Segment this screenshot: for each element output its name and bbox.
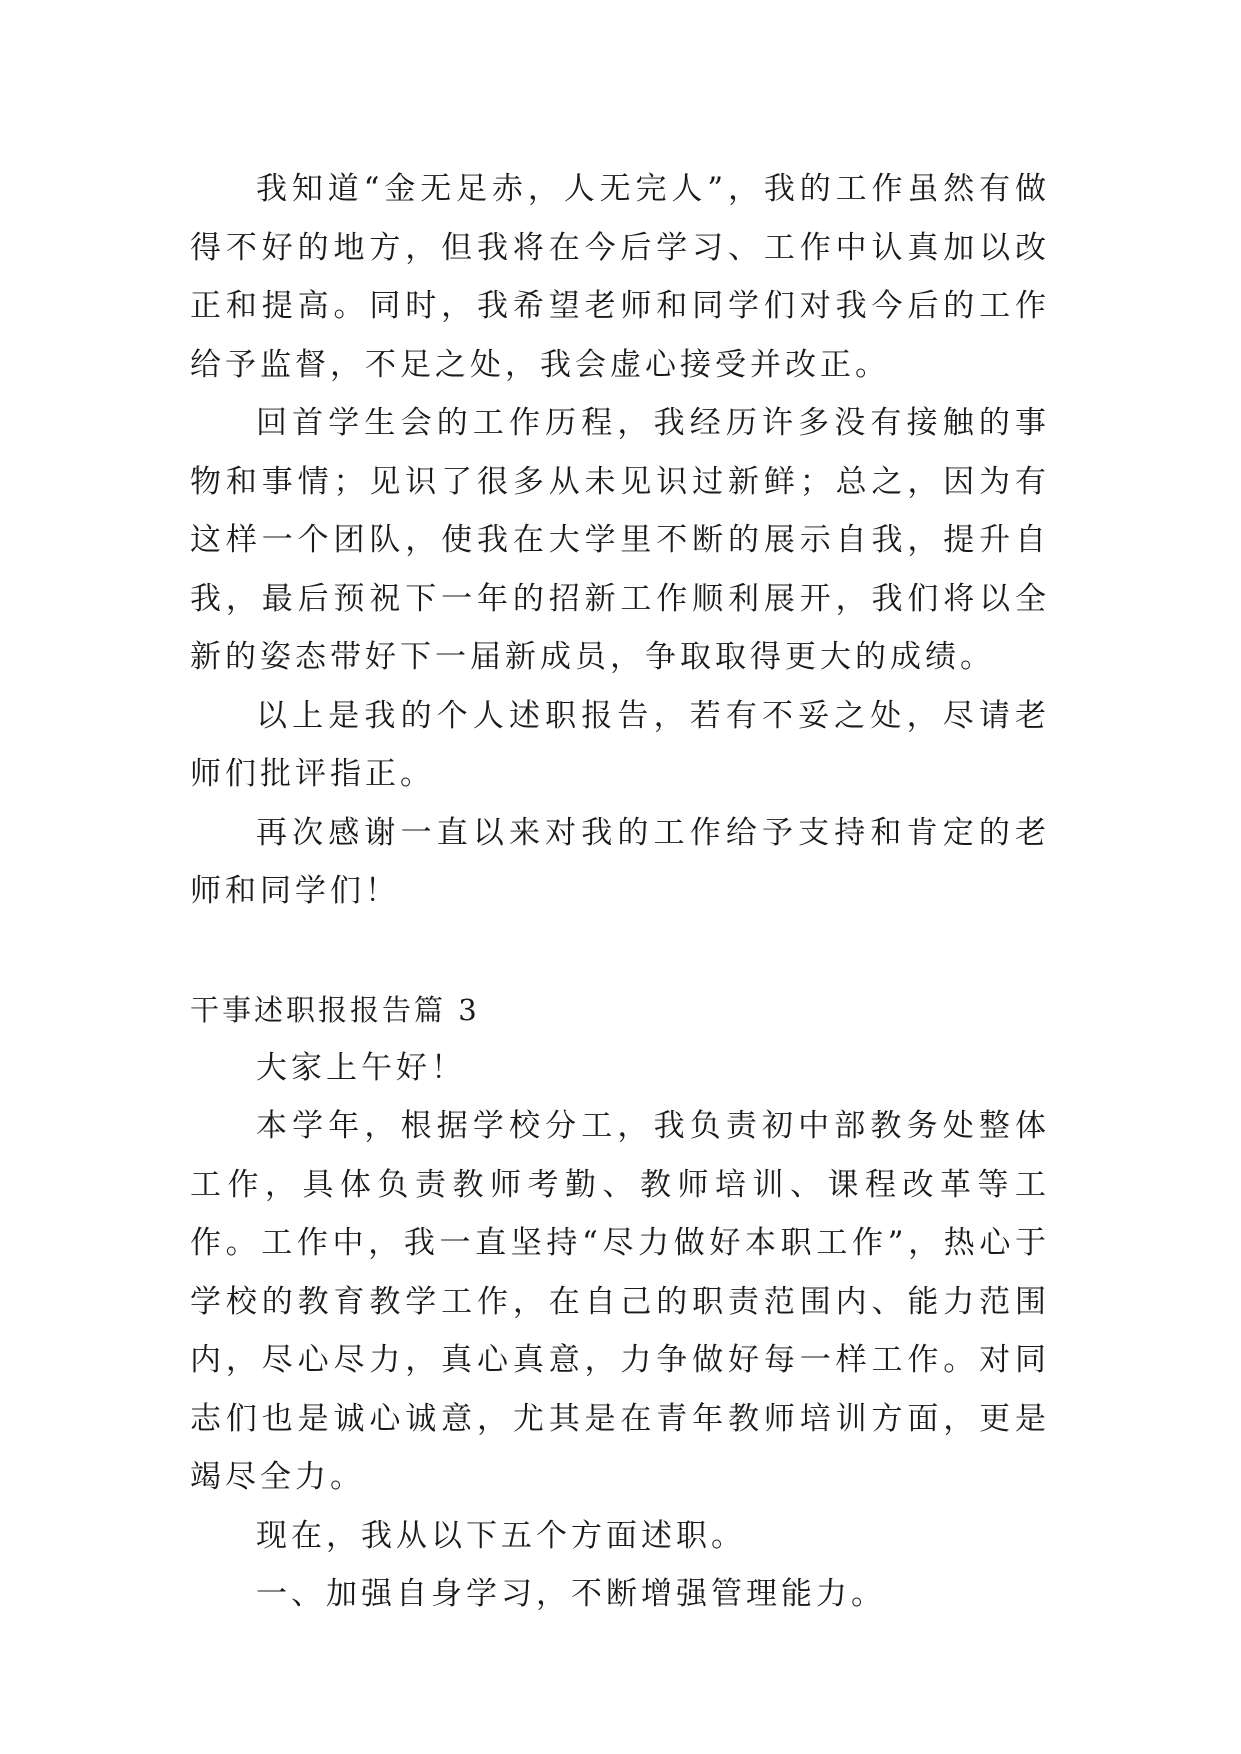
document-body <box>190 160 1050 1624</box>
section-heading: 干事述职报报告篇 3 <box>190 992 480 1027</box>
paragraph-report-closing: 以上是我的个人述职报告，若有不妥之处，尽请老师们批评指正。 <box>190 697 1050 792</box>
paragraph-item-one: 一、加强自身学习，不断增强管理能力。 <box>256 1576 886 1612</box>
paragraph-greeting: 大家上午好！ <box>256 1049 466 1086</box>
paragraph-thanks: 再次感谢一直以来对我的工作给予支持和肯定的老师和同学们！ <box>190 814 1050 909</box>
paragraph-self-reflection: 我知道“金无足赤，人无完人”，我的工作虽然有做得不好的地方，但我将在今后学习、工作中认真加以改正和提高。同时，我希望老师和同学们对我今后的工作给予监督，不足之处，我会虚心接受并改正。 <box>190 171 1050 383</box>
paragraph-work-overview: 本学年，根据学校分工，我负责初中部教务处整体工作，具体负责教师考勤、教师培训、课程改革等工作。工作中，我一直坚持“尽力做好本职工作”，热心于学校的教育教学工作，在自己的职责范围内、能力范围内，尽心尽力，真心真意，力争做好每一样工作。对同志们也是诚心诚意，尤其是在青年教师培训方面，更是竭尽全力。 <box>190 1108 1050 1495</box>
paragraph-report-outline: 现在，我从以下五个方面述职。 <box>256 1517 746 1554</box>
paragraph-student-union-review: 回首学生会的工作历程，我经历许多没有接触的事物和事情；见识了很多从未见识过新鲜；总之，因为有这样一个团队，使我在大学里不断的展示自我，提升自我，最后预祝下一年的招新工作顺利展开，我们将以全新的姿态带好下一届新成员，争取取得更大的成绩。 <box>190 405 1050 675</box>
